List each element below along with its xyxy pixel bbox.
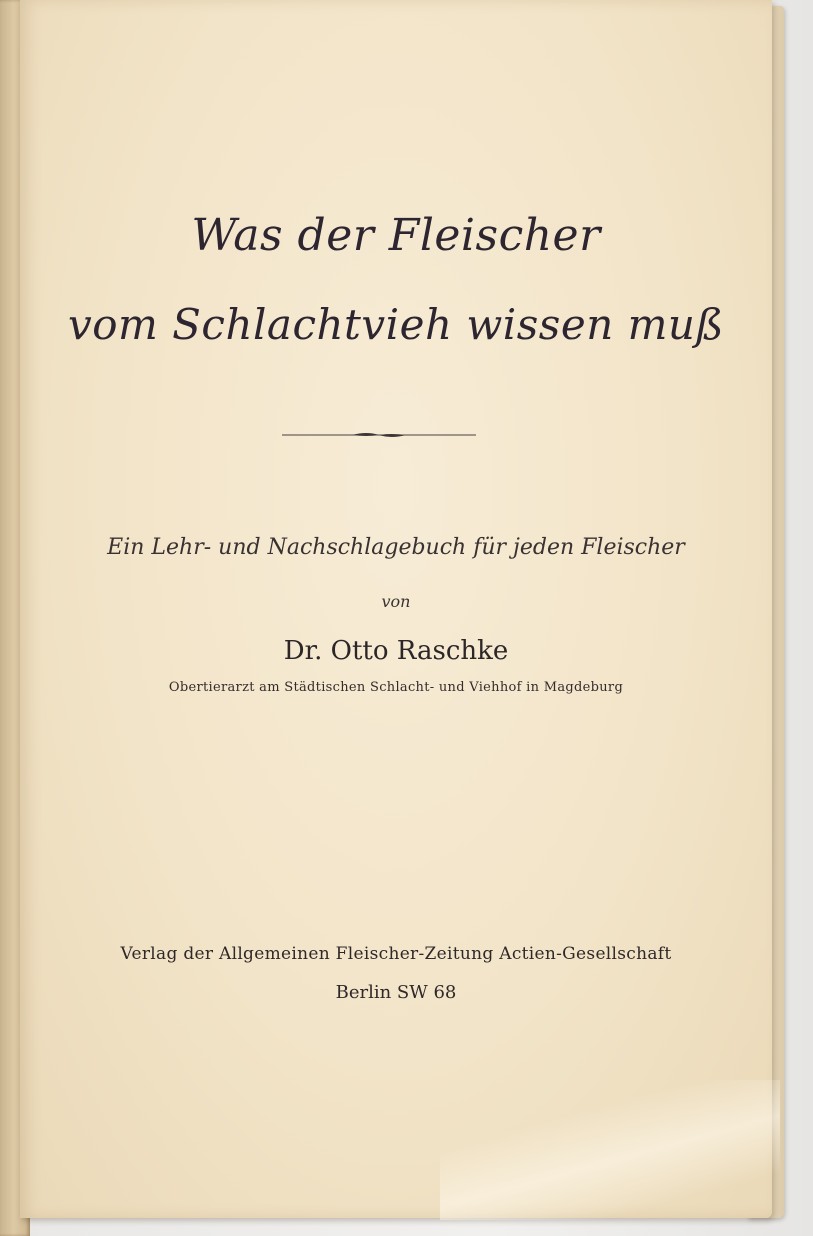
book-subtitle: Ein Lehr- und Nachschlagebuch für jeden Fleischer (107, 535, 685, 560)
title-page (20, 0, 772, 1218)
paper-crease (440, 1080, 780, 1220)
ornament-rule (282, 430, 476, 440)
by-line: von (381, 592, 411, 611)
author-position: Obertierarzt am Städtischen Schlacht- und Viehhof in Magdeburg (168, 680, 624, 695)
publisher-name: Verlag der Allgemeinen Fleischer-Zeitung Actien-Gesellschaft (120, 944, 672, 964)
book-title-line-2: vom Schlachtvieh wissen muß (67, 300, 725, 349)
publisher-city: Berlin SW 68 (335, 982, 457, 1003)
author-name: Dr. Otto Raschke (283, 636, 509, 666)
book-title-line-1: Was der Fleischer (191, 210, 601, 261)
